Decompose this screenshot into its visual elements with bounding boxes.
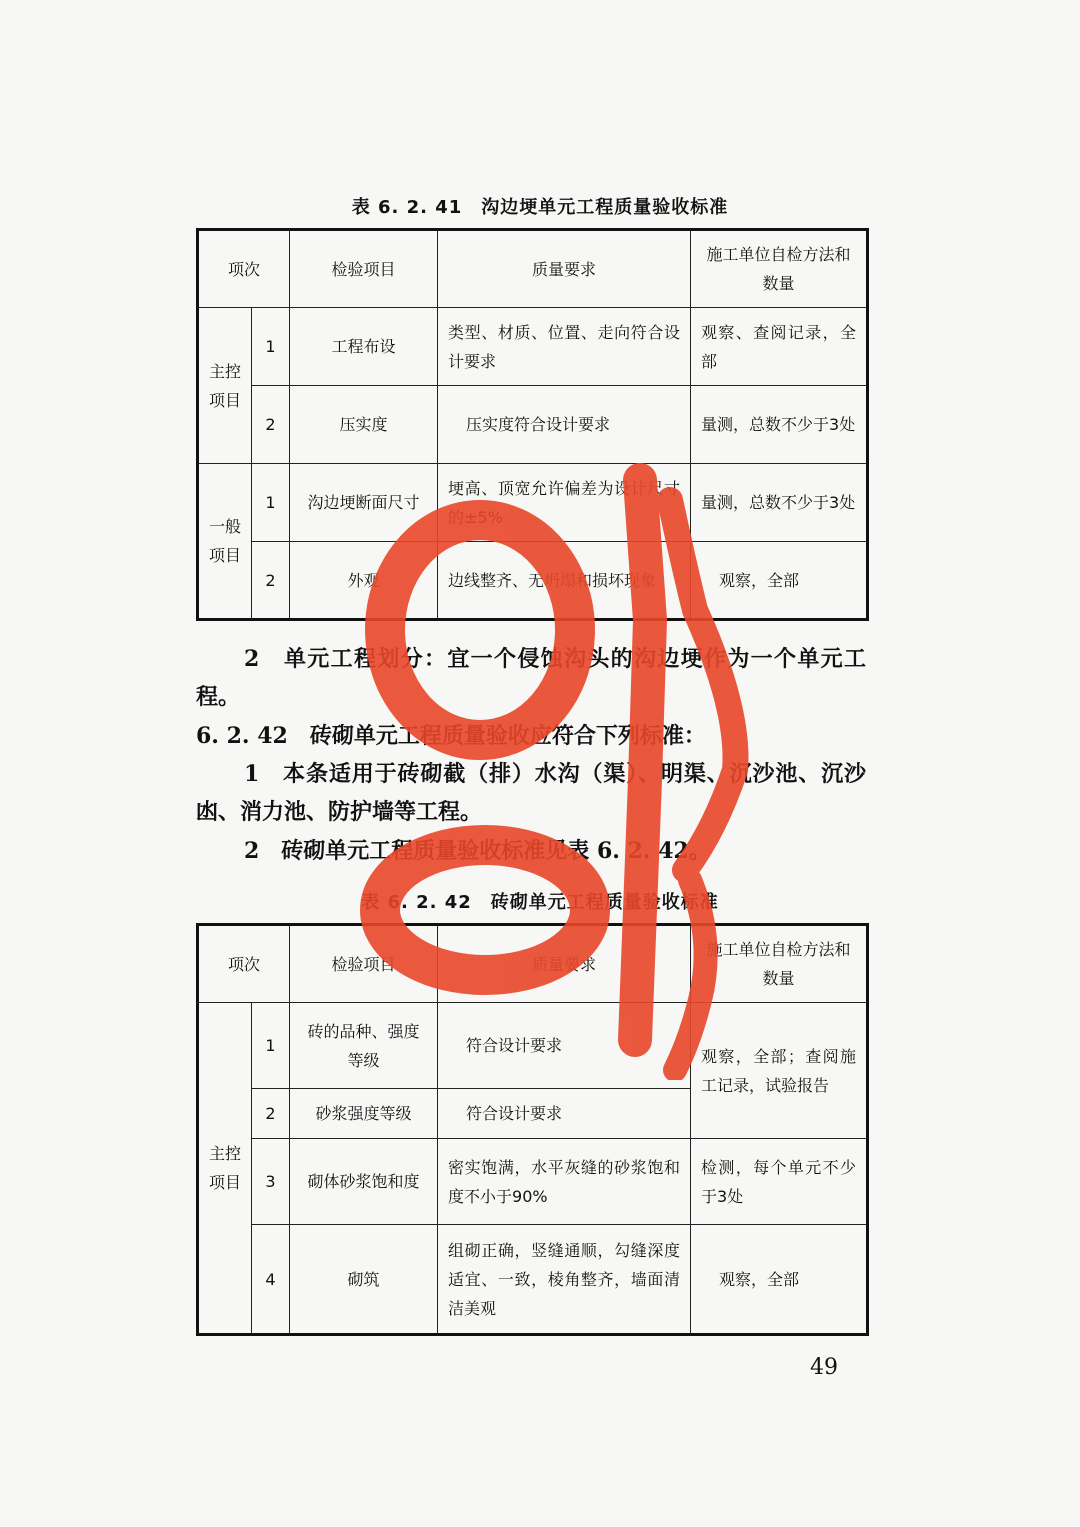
table-row (198, 386, 868, 464)
paragraph-section-6-2-42: 6. 2. 42 砖砌单元工程质量验收应符合下列标准： (196, 723, 706, 749)
table-6-2-42 (196, 923, 869, 1336)
inspection-item: 砖的品种、强度等级 (290, 1003, 438, 1089)
header-quality-requirement: 质量要求 (438, 925, 691, 1003)
table1-caption: 表 6. 2. 41 沟边埂单元工程质量验收标准 (351, 197, 729, 218)
method-quantity: 观察，全部 (691, 1225, 868, 1335)
method-quantity: 量测，总数不少于3处 (691, 464, 868, 542)
inspection-item: 砌体砂浆饱和度 (290, 1139, 438, 1225)
table-row (198, 308, 868, 386)
method-quantity: 检测，每个单元不少于3处 (691, 1139, 868, 1225)
header-inspection-item: 检验项目 (290, 230, 438, 308)
header-inspection-item: 检验项目 (290, 925, 438, 1003)
quality-requirement: 符合设计要求 (438, 1003, 691, 1089)
quality-requirement: 压实度符合设计要求 (438, 386, 691, 464)
row-number: 2 (252, 1089, 290, 1139)
row-number: 1 (252, 1003, 290, 1089)
quality-requirement: 密实饱满，水平灰缝的砂浆饱和度不小于90% (438, 1139, 691, 1225)
quality-requirement: 埂高、顶宽允许偏差为设计尺寸的±5% (438, 464, 691, 542)
inspection-item: 外观 (290, 542, 438, 620)
group-label-general: 一般项目 (198, 464, 252, 620)
row-number: 2 (252, 542, 290, 620)
header-item-no: 项次 (198, 925, 290, 1003)
page-number: 49 (810, 1355, 838, 1380)
header-method-quantity: 施工单位自检方法和数量 (691, 925, 868, 1003)
row-number: 1 (252, 464, 290, 542)
method-quantity: 量测，总数不少于3处 (691, 386, 868, 464)
group-label-main-control: 主控项目 (198, 308, 252, 464)
quality-requirement: 类型、材质、位置、走向符合设计要求 (438, 308, 691, 386)
table-row (198, 1225, 868, 1335)
row-number: 3 (252, 1139, 290, 1225)
row-number: 1 (252, 308, 290, 386)
method-quantity-merged: 观察，全部；查阅施工记录，试验报告 (691, 1003, 868, 1139)
method-quantity: 观察、查阅记录，全部 (691, 308, 868, 386)
quality-requirement: 边线整齐、无坍塌和损坏现象 (438, 542, 691, 620)
inspection-item: 沟边埂断面尺寸 (290, 464, 438, 542)
table-row (198, 542, 868, 620)
row-number: 2 (252, 386, 290, 464)
table-row (198, 1003, 868, 1089)
paragraph-table-reference: 2 砖砌单元工程质量验收标准见表 6. 2. 42。 (244, 838, 711, 864)
table2-caption: 表 6. 2. 42 砖砌单元工程质量验收标准 (361, 892, 719, 913)
group-label-main-control: 主控项目 (198, 1003, 252, 1335)
header-item-no: 项次 (198, 230, 290, 308)
inspection-item: 砂浆强度等级 (290, 1089, 438, 1139)
inspection-item: 砌筑 (290, 1225, 438, 1335)
table-6-2-41 (196, 228, 869, 621)
table-row (198, 464, 868, 542)
header-quality-requirement: 质量要求 (438, 230, 691, 308)
inspection-item: 工程布设 (290, 308, 438, 386)
method-quantity: 观察，全部 (691, 542, 868, 620)
inspection-item: 压实度 (290, 386, 438, 464)
table-row (198, 1139, 868, 1225)
quality-requirement: 符合设计要求 (438, 1089, 691, 1139)
paragraph-unit-division: 2 单元工程划分：宜一个侵蚀沟头的沟边埂作为一个单元工程。 (196, 646, 866, 710)
paragraph-scope: 1 本条适用于砖砌截（排）水沟（渠）、明渠、沉沙池、沉沙凼、消力池、防护墙等工程。 (196, 761, 866, 825)
row-number: 4 (252, 1225, 290, 1335)
header-method-quantity: 施工单位自检方法和数量 (691, 230, 868, 308)
quality-requirement: 组砌正确，竖缝通顺，勾缝深度适宜、一致，棱角整齐，墙面清洁美观 (438, 1225, 691, 1335)
